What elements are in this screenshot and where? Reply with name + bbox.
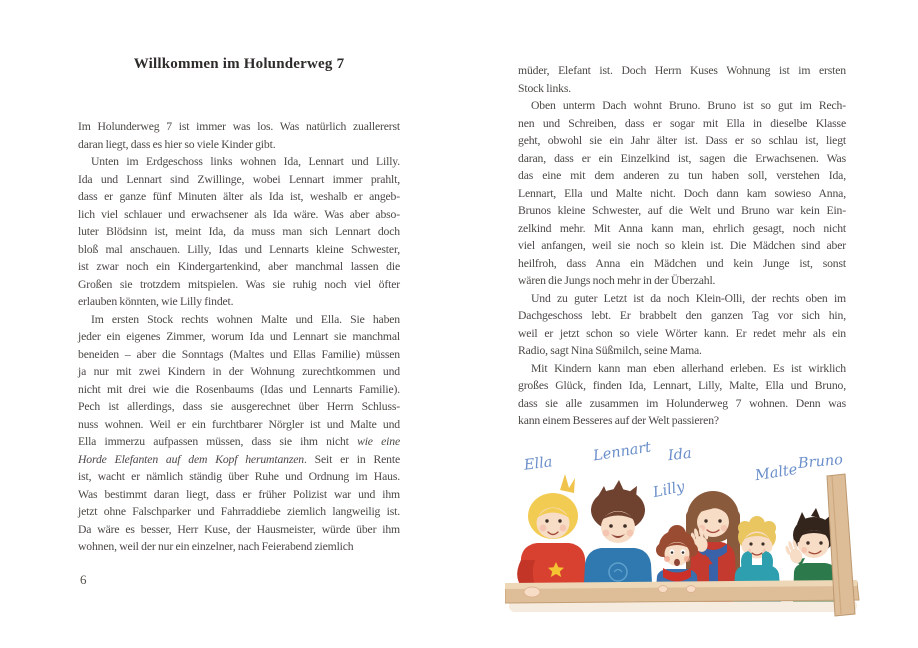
character-name-lennart: Lennart [592,439,653,465]
text-line: Im ersten Stock rechts wohnen Malte und Ella. Sie haben [91,312,400,326]
text-line: Oben unterm Dach wohnt Bruno. Bruno ist so gut im Rech- [531,99,846,112]
text-line: heilfroh, dass Anna ein Mädchen und kein Junge ist, sonst [518,256,846,270]
text-line: Und zu guter Letzt ist da noch Klein-Olli, der rechts oben im [531,291,846,305]
text-line: geht, obwohl sie ein Jahr älter ist. Dass er so schlau ist, liegt [518,134,846,147]
text-line: Brunos kleine Schwester, auf die Welt und Bruno war kein Ein- [518,204,846,217]
text-line: Dachgeschoss lebt. Er brabbelt den ganzen Tag vor sich hin, [518,309,846,322]
text-line: Im Holunderweg 7 ist immer was los. Was natürlich zuallererst [78,120,400,133]
text-line: Horde Elefanten auf dem Kopf herumtanzen. Seit er in Rente [78,452,400,466]
text-line: weil er jetzt schon so viele Wörter kann. Er redet mehr als ein [518,326,846,340]
character-name-lilly: Lilly [651,478,687,502]
left-text-column [78,118,400,556]
window-ledge [505,580,859,612]
text-line: lich viel schlauer und erwachsener als Ida wäre. Was aber abso- [78,207,400,221]
text-line: Unten im Erdgeschoss links wohnen Ida, Lennart und Lilly. [91,155,400,168]
text-line: ja nur mit zwei Kindern in der Wohnung zurechtkommen und [78,365,400,378]
text-line: luter Blödsinn ist, meint Ida, da muss man sich Lennart doch [78,225,400,238]
text-line: jetzt ohne Falschparker und Fahrraddiebe ziemlich langweilig ist. [78,505,400,518]
text-line: nuss wohnen. Weil er ein furchtbarer Nörgler ist und Malte und [78,417,400,431]
text-line: Radio, sagt Nina Süßmilch, seine Mama. [518,344,702,357]
text-line: zelkind mehr. Mit Anna kann man, ehrlich gesagt, noch nicht [518,221,846,235]
character-name-ida: Ida [667,445,693,465]
text-line: nen und Schreiben, dass er sogar mit Ella in dieselbe Klasse [518,116,846,130]
text-line: Mit Kindern kann man eben allerhand erleben. Es ist wirklich [531,361,846,375]
text-line: Da wäre es besser, Herr Kuse, der Hausmeister, würde über ihm [78,522,400,536]
text-line: bloß mal anschauen. Lilly, Idas und Lennarts kleine Schwester, [78,242,400,256]
page-number: 6 [80,572,87,587]
character-name-bruno: Bruno [797,452,844,472]
character-name-ella: Ella [523,454,554,474]
text-line: erlauben könnten, wie Lilly findet. [78,295,234,308]
text-line: daran, dass er ein Einzelkind ist, sagen die Erwachsenen. Was [518,151,846,165]
text-line: Großen sie trotzdem mitspielen. Was sie ruhig noch viel öfter [78,277,400,291]
children-illustration [505,440,877,636]
character-name-malte: Malte [754,461,799,485]
text-line: Ida und Lennart sind Zwillinge, wobei Lennart immer prahlt, [78,172,400,186]
text-line: nicht mit drei wie die Rosenbaums (Idas und Lennarts Familie). [78,382,400,396]
text-line: viel anfangen, weil sie noch so klein ist. Die Mädchen sind aber [518,239,846,252]
text-line: das eine mit dem anderen zu tun haben soll, verstehen Ida, [518,169,846,182]
text-line: Lennart, Ella und Malte nicht. Doch dann kam sowieso Anna, [518,186,846,200]
text-line: wären die Jungs noch mehr in der Überzahl. [518,274,716,287]
text-line: jeder ein eigenes Zimmer, worum Ida und Lennart sie manchmal [78,330,400,343]
text-line: daran liegt, dass es hier so viele Kinder gibt. [78,137,276,151]
text-line: ist zwar noch ein Kindergartenkind, aber manchmal lassen die [78,260,400,273]
text-line: wohnen, weil der nur ein einzelner, nach Feierabend ziemlich [78,540,354,553]
text-line: kann einem Besseres auf der Welt passieren? [518,414,719,427]
page-left [78,56,400,556]
text-line: beneiden – aber die Sonntags (Maltes und Ellas Familie) müssen [78,347,400,361]
text-line: dass sie alle zusammen im Holunderweg 7 wohnen. Denn was [518,396,846,410]
text-line: Pech ist allerdings, dass sie ausgerechnet über Herrn Schluss- [78,400,400,413]
right-text-column [518,62,846,430]
text-line: Was bestimmt daran liegt, dass er früher Polizist war und ihm [78,487,400,501]
text-line: Ella immerzu aufpassen müssen, dass sie ihm nicht wie eine [78,435,400,448]
text-line: ist, wacht er nämlich ständig über Ruhe und Ordnung im Haus. [78,470,400,483]
text-line: dass er ganze fünf Minuten älter als Ida ist, weshalb er angeb- [78,190,400,203]
text-line: Stock links. [518,81,571,95]
page-right [518,62,846,430]
text-line: müder, Elefant ist. Doch Herrn Kuses Wohnung ist im ersten [518,64,846,77]
chapter-title: Willkommen im Holunderweg 7 [133,56,345,72]
text-line: großes Glück, finden Ida, Lennart, Lilly, Malte, Ella und Bruno, [518,379,846,392]
